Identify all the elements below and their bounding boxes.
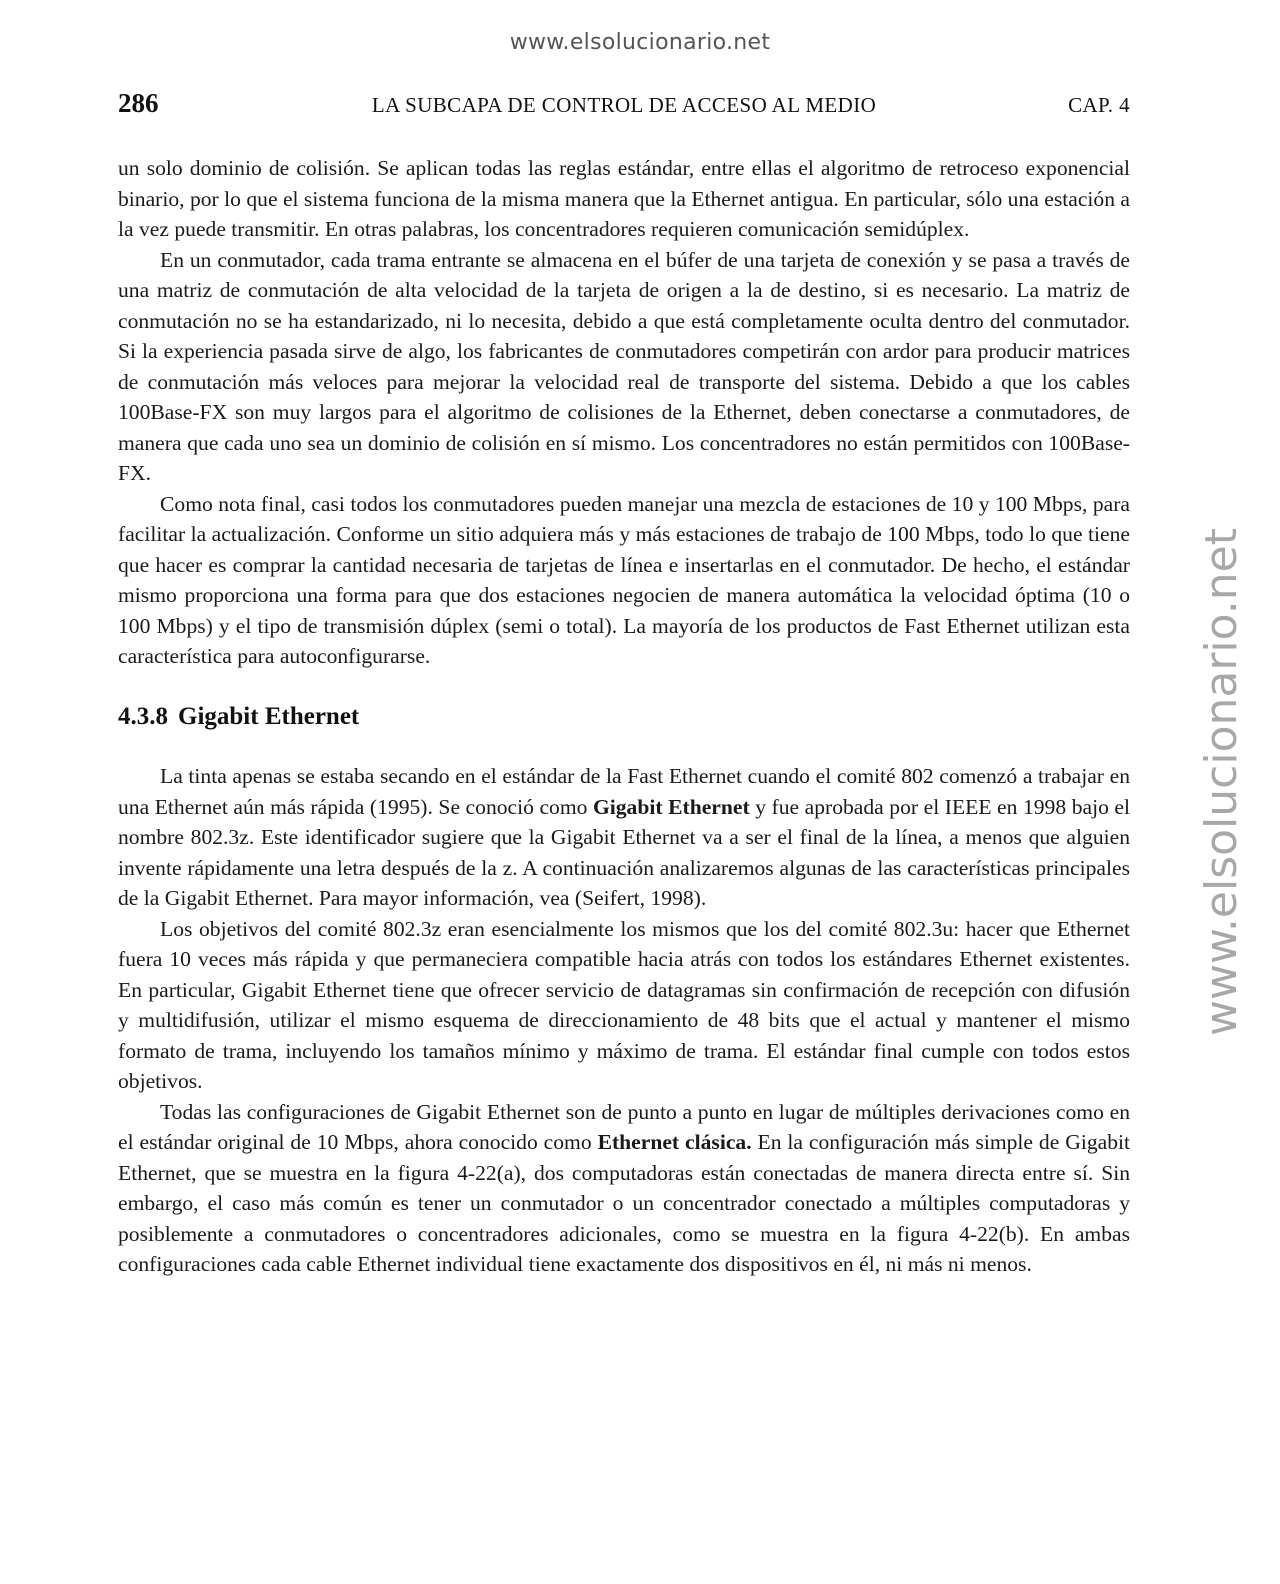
watermark-side: www.elsolucionario.net	[1196, 528, 1247, 1036]
watermark-top: www.elsolucionario.net	[509, 30, 771, 55]
paragraph-4-text-a: La tinta apenas se estaba secando en el estándar de la Fast Ethernet cuando el comité 802 comenzó a trabajar en una Ethernet aún más rápida (1995). Se conoció como	[118, 764, 1130, 819]
page-number: 286	[118, 88, 159, 118]
paragraph-5: Los objetivos del comité 802.3z eran esencialmente los mismos que los del comité 802.3u: hacer que Ethernet fuera 10 veces más rápida y que permaneciera compatible hacia atrás con todos los estándares Ethernet existentes. En particular, Gigabit Ethernet tiene que ofrecer servicio de datagramas sin confirmación de recepción con difusión y multidifusión, utilizar el mismo esquema de direccionamiento de 48 bits que el actual y mantener el mismo formato de trama, incluyendo los tamaños mínimo y máximo de trama. El estándar final cumple con todos estos objetivos.	[118, 916, 1130, 1093]
term-ethernet-clasica: Ethernet clásica.	[597, 1130, 752, 1154]
paragraph-6-text-a: Todas las configuraciones de Gigabit Ethernet son de punto a punto en lugar de múltiples derivaciones como en el estándar original de 10 Mbps, ahora conocido como	[118, 1099, 1130, 1154]
paragraph-1: un solo dominio de colisión. Se aplican todas las reglas estándar, entre ellas el algoritmo de retroceso exponencial binario, por lo que el sistema funciona de la misma manera que la Ethernet antigua. En particular, sólo una estación a la vez puede transmitir. En otras palabras, los concentradores requieren comunicación semidúplex.	[118, 156, 1130, 241]
term-gigabit-ethernet: Gigabit Ethernet	[592, 794, 750, 819]
running-head	[118, 88, 1130, 128]
paragraph-2: En un conmutador, cada trama entrante se almacena en el búfer de una tarjeta de conexión y se pasa a través de una matriz de conmutación de alta velocidad de la tarjeta de origen a la de destino, si es necesario. La matriz de conmutación no se ha estandarizado, ni lo necesita, debido a que está completamente oculta dentro del conmutador. Si la experiencia pasada sirve de algo, los fabricantes de conmutadores competirán con ardor para producir matrices de conmutación más veloces para mejorar la velocidad real de transporte del sistema. Debido a que los cables 100Base-FX son muy largos para el algoritmo de colisiones de la Ethernet, deben conectarse a conmutadores, de manera que cada uno sea un dominio de colisión en sí mismo. Los concentradores no están permitidos con 100Base-FX.	[118, 247, 1130, 485]
section-title: Gigabit Ethernet	[178, 702, 360, 730]
chapter-title: LA SUBCAPA DE CONTROL DE ACCESO AL MEDIO	[371, 93, 877, 117]
paragraph-4	[118, 761, 1130, 914]
chapter-reference: CAP. 4	[1068, 93, 1130, 117]
paragraph-6-text-b: En la configuración más simple de Gigabit Ethernet, que se muestra en la figura 4-22(a), dos computadoras están conectadas de manera directa entre sí. Sin embargo, el caso más común es tener un conmutador o un concentrador conectado a múltiples computadoras y posiblemente a conmutadores o concentradores adicionales, como se muestra en la figura 4-22(b). En ambas configuraciones cada cable Ethernet individual tiene exactamente dos dispositivos en él, ni más ni menos.	[118, 1130, 1130, 1276]
paragraph-4-text-b: y fue aprobada por el IEEE en 1998 bajo el nombre 802.3z. Este identificador sugiere que la Gigabit Ethernet va a ser el final de la línea, a menos que alguien invente rápidamente una letra después de la z. A continuación analizaremos algunas de las características principales de la Gigabit Ethernet. Para mayor información, vea (Seifert, 1998).	[118, 794, 1130, 910]
section-number: 4.3.8	[118, 702, 168, 730]
paragraph-3: Como nota final, casi todos los conmutadores pueden manejar una mezcla de estaciones de 10 y 100 Mbps, para facilitar la actualización. Conforme un sitio adquiera más y más estaciones de trabajo de 100 Mbps, todo lo que tiene que hacer es comprar la cantidad necesaria de tarjetas de línea e insertarlas en el conmutador. De hecho, el estándar mismo proporciona una forma para que dos estaciones negocien de manera automática la velocidad óptima (10 o 100 Mbps) y el tipo de transmisión dúplex (semi o total). La mayoría de los productos de Fast Ethernet utilizan esta característica para autoconfigurarse.	[118, 491, 1130, 668]
body-text	[118, 153, 1130, 1280]
section-heading	[118, 702, 1130, 733]
paragraph-6	[118, 1097, 1130, 1280]
